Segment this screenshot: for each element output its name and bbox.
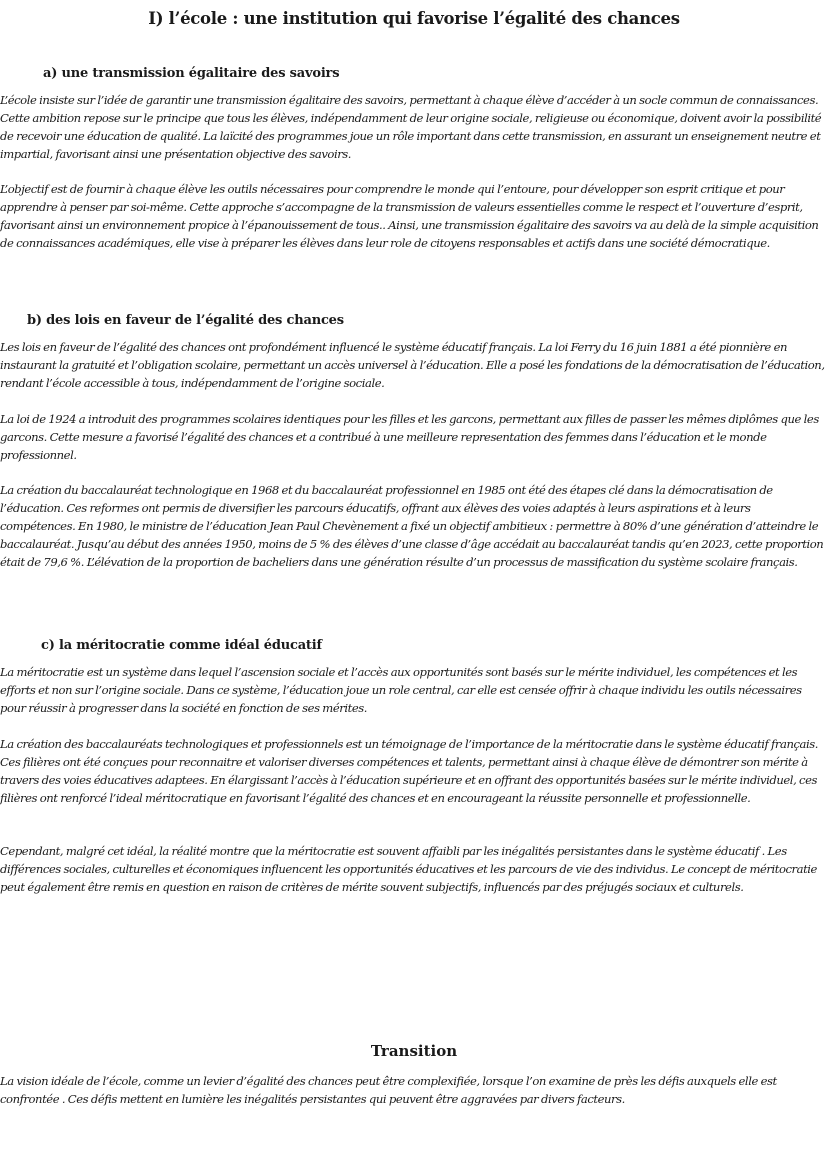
transition-paragraph: La vision idéale de l’école, comme un levier d’égalité des chances peut être complexifiée, lorsque l’on examine de près les défis auxquels elle est confrontée . Ces défis mettent en lumière les inégalités persistantes qui peuvent être aggravées par divers facteurs. [0, 1074, 777, 1106]
transition-heading: Transition [370, 1042, 458, 1060]
section-c-paragraph-1: La méritocratie est un système dans lequel l’ascension sociale et l’accès aux opportunités sont basés sur le mérite individuel, les compétences et les efforts et non sur l’origine sociale. Dans ce système, l’éducation joue un role central, car elle est censée offrir à chaque individu les outils nécessaires pour réussir à progresser dans la société en fonction de ses mérites. [0, 665, 802, 715]
section-b-paragraph-3: La création du baccalauréat technologique en 1968 et du baccalauréat professionnel en 1985 ont été des étapes clé dans la démocratisation de l’éducation. Ces reformes ont permis de diversifier les parcours éducatifs, offrant aux élèves des voies adaptés à leurs aspirations et à leurs compétences. En 1980, le ministre de l’éducation Jean Paul Chevènement a fixé un objectif ambitieux : permettre à 80% d’une génération d’atteindre le baccalauréat. Jusqu’au début des années 1950, moins de 5 % des élèves d’une classe d’âge accédait au baccalauréat tandis qu’en 2023, cette proportion était de 79,6 %. L’élévation de la proportion de bacheliers dans une génération résulte d’un processus de massification du système scolaire français. [0, 483, 824, 569]
section-b-paragraph-1: Les lois en faveur de l’égalité des chances ont profondément influencé le système éducatif français. La loi Ferry du 16 juin 1881 a été pionnière en instaurant la gratuité et l’obligation scolaire, permettant un accès universel à l’éducation. Elle a posé les fondations de la démocratisation de l’éducation, rendant l’école accessible à tous, indépendamment de l’origine sociale. [0, 340, 825, 390]
section-a-paragraph-1: L’école insiste sur l’idée de garantir une transmission égalitaire des savoirs, permettant à chaque élève d’accéder à un socle commun de connaissances. Cette ambition repose sur le principe que tous les élèves, indépendamment de leur origine sociale, religieuse ou économique, doivent avoir la possibilité de recevoir une éducation de qualité. La laïcité des programmes joue un rôle important dans cette transmission, en assurant un enseignement neutre et impartial, favorisant ainsi une présentation objective des savoirs. [0, 93, 822, 161]
section-b-paragraph-2: La loi de 1924 a introduit des programmes scolaires identiques pour les filles et les garcons, permettant aux filles de passer les mêmes diplômes que les garcons. Cette mesure a favorisé l’égalité des chances et a contribué à une meilleure representation des femmes dans l’éducation et le monde professionnel. [0, 412, 819, 462]
section-c-paragraph-3: Cependant, malgré cet idéal, la réalité montre que la méritocratie est souvent affaibli par les inégalités persistantes dans le système éducatif . Les différences sociales, culturelles et économiques influencent les opportunités éducatives et les parcours de vie des individus. Le concept de méritocratie peut également être remis en question en raison de critères de mérite souvent subjectifs, influencés par des préjugés sociaux et culturels. [0, 844, 817, 894]
section-a-paragraph-2: L’objectif est de fournir à chaque élève les outils nécessaires pour comprendre le monde qui l’entoure, pour développer son esprit critique et pour apprendre à penser par soi-même. Cette approche s’accompagne de la transmission de valeurs essentielles comme le respect et l’ouverture d’esprit, favorisant ainsi un environnement propice à l’épanouissement de tous.. Ainsi, une transmission égalitaire des savoirs va au delà de la simple acquisition de connaissances académiques, elle vise à préparer les élèves dans leur role de citoyens responsables et actifs dans une société démocratique. [0, 182, 819, 250]
section-a-heading: a) une transmission égalitaire des savoirs [43, 66, 340, 81]
section-c-heading: c) la méritocratie comme idéal éducatif [41, 638, 322, 653]
section-c-paragraph-2: La création des baccalauréats technologiques et professionnels est un témoignage de l’importance de la méritocratie dans le système éducatif français. Ces filières ont été conçues pour reconnaitre et valoriser diverses compétences et talents, permettant ainsi à chaque élève de démontrer son mérite à travers des voies éducatives adaptees. En élargissant l’accès à l’éducation supérieure et en offrant des opportunités basées sur le mérite individuel, ces filières ont renforcé l’ideal méritocratique en favorisant l’égalité des chances et en encourageant la réussite personnelle et professionnelle. [0, 737, 818, 805]
page-title: I) l’école : une institution qui favorise l’égalité des chances [148, 9, 680, 28]
section-b-heading: b) des lois en faveur de l’égalité des chances [27, 313, 344, 328]
